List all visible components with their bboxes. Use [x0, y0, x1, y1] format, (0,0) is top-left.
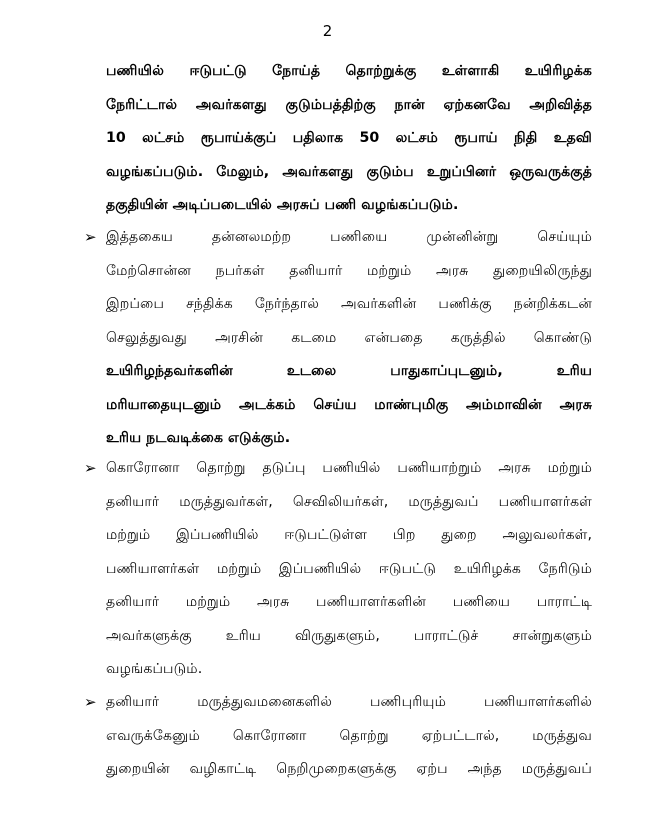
bullet-arrow-icon: ➢ [84, 228, 97, 246]
page-number: 2 [322, 22, 333, 40]
bullet-arrow-icon: ➢ [84, 693, 97, 711]
text-line: 10 லட்சம் ரூபாய்க்குப் பதிலாக 50 லட்சம் ரூபாய் நிதி உதவி [106, 130, 592, 146]
text-line: கொரோனா தொற்று தடுப்பு பணியில் பணியாற்றும் அரசு மற்றும் [106, 460, 592, 476]
text-line: தகுதியின் அடிப்படையில் அரசுப் பணி வழங்கப்படும். [106, 197, 459, 213]
text-line: எவருக்கேனும் கொரோனா தொற்று ஏற்பட்டால், மருத்துவ [106, 727, 592, 744]
text-line: உரிய நடவடிக்கை எடுக்கும். [106, 430, 291, 446]
text-line: தனியார் மருத்துவர்கள், செவிலியர்கள், மருத்துவப் பணியாளர்கள் [106, 493, 592, 510]
paragraph-bullet-1 [106, 221, 592, 456]
text-line: பணியாளர்கள் மற்றும் இப்பணியில் ஈடுபட்டு உயிரிழக்க நேரிடும் [106, 560, 592, 577]
paragraph-bullet-3 [106, 686, 592, 787]
bullet-arrow-icon: ➢ [84, 459, 97, 477]
text-line: மேற்சொன்ன நபர்கள் தனியார் மற்றும் அரசு துறையிலிருந்து [106, 262, 592, 279]
text-line: செலுத்துவது அரசின் கடமை என்பதை கருத்தில் கொண்டு [106, 329, 592, 346]
paragraph-continuation [106, 55, 592, 223]
paragraph-bullet-2 [106, 452, 592, 687]
text-line: உயிரிழந்தவர்களின் உடலை பாதுகாப்புடனும், உரிய [106, 363, 592, 379]
text-line: மரியாதையுடனும் அடக்கம் செய்ய மாண்புமிகு அம்மாவின் அரசு [106, 396, 592, 413]
text-line: மற்றும் இப்பணியில் ஈடுபட்டுள்ள பிற துறை அலுவலர்கள், [106, 527, 592, 543]
text-line: இறப்பை சந்திக்க நேர்ந்தால் அவர்களின் பணிக்கு நன்றிக்கடன் [106, 296, 592, 312]
text-line: நேரிட்டால் அவர்களது குடும்பத்திற்கு நான் ஏற்கனவே அறிவித்த [106, 96, 592, 113]
text-line: தனியார் மற்றும் அரசு பணியாளர்களின் பணியை பாராட்டி [106, 594, 592, 610]
text-line: துறையின் வழிகாட்டி நெறிமுறைகளுக்கு ஏற்ப அந்த மருத்துவப் [106, 761, 592, 777]
text-line: வழங்கப்படும். மேலும், அவர்களது குடும்ப உறுப்பினர் ஒருவருக்குத் [106, 163, 592, 180]
text-line: பணியில் ஈடுபட்டு நோய்த் தொற்றுக்கு உள்ளாகி உயிரிழக்க [106, 63, 592, 79]
text-line: இத்தகைய தன்னலமற்ற பணியை முன்னின்று செய்யும் [106, 229, 592, 245]
text-line: தனியார் மருத்துவமனைகளில் பணிபுரியும் பணியாளர்களில் [106, 694, 592, 710]
text-line: அவர்களுக்கு உரிய விருதுகளும், பாராட்டுச் சான்றுகளும் [106, 627, 592, 644]
text-line: வழங்கப்படும். [106, 661, 203, 677]
